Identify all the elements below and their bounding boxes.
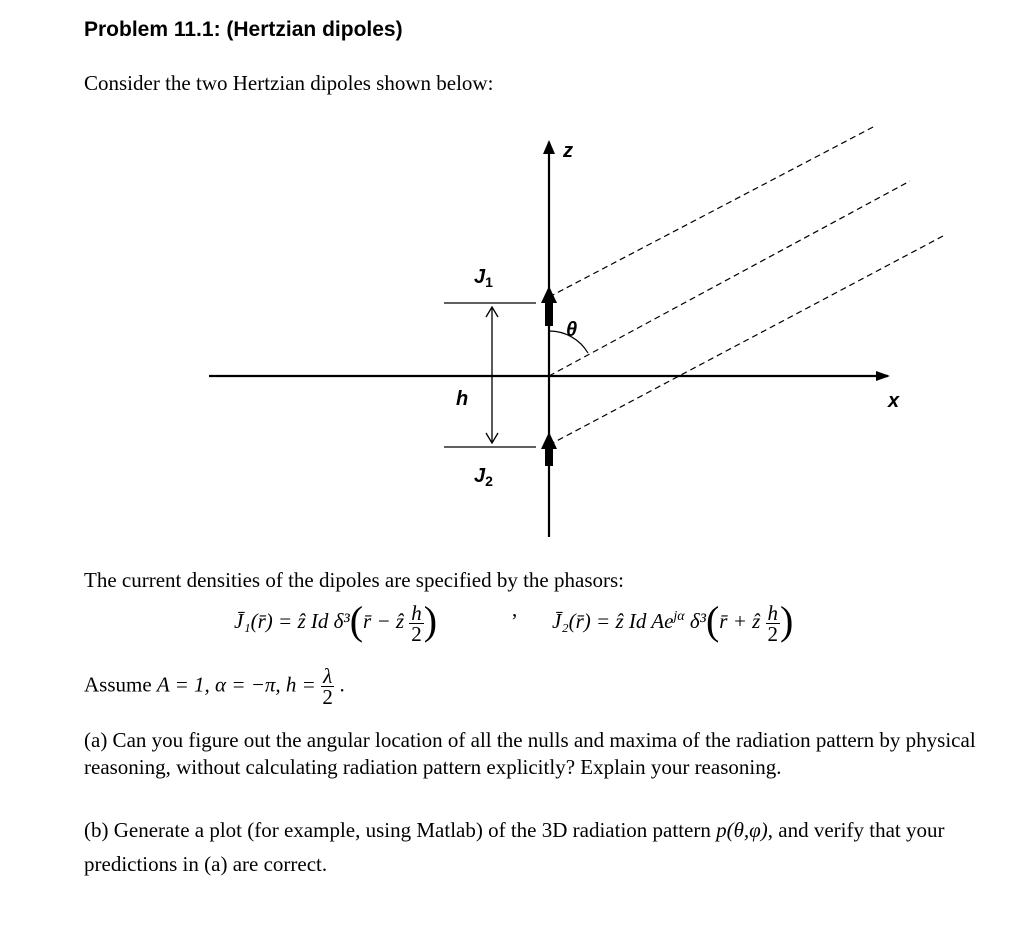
theta-label: θ [566, 319, 578, 341]
x-axis-label: x [888, 390, 900, 412]
eq2-close-paren: ) [780, 598, 794, 643]
part-a-text: (a) Can you figure out the angular location of all the nulls and maxima of the radiation pattern by physical reasoning, without calculating radiation pattern explicitly? Explain your reasoning. [84, 728, 976, 779]
dipole-j2 [541, 432, 557, 466]
eq1-lhs: J̄₁(r̄) = ẑ Id δ³ [234, 609, 350, 633]
assume-frac-num: λ [323, 664, 333, 688]
equation-j1 [234, 597, 437, 644]
eq2-delta: δ³ [684, 609, 706, 633]
eq1-open-paren: ( [349, 598, 364, 643]
eq1-close-paren: ) [423, 598, 438, 643]
ray-lower [549, 236, 943, 445]
eq1-frac-num: h [411, 600, 422, 625]
assume-prefix: Assume [84, 672, 152, 697]
eq2-lhs: J̄₂(r̄) = ẑ Id Ae [552, 609, 674, 633]
equation-j2 [552, 597, 793, 644]
part-b-suffix: , and verify that your predictions in (a) are correct. [84, 818, 945, 876]
j2-label: $J_2$ [474, 465, 493, 489]
h-label: h [456, 388, 469, 410]
part-b-prefix: (b) Generate a plot (for example, using Matlab) of the 3D radiation pattern [84, 818, 711, 842]
ray-upper [549, 126, 875, 297]
eq1-frac-den: 2 [411, 621, 422, 646]
assume-fraction [321, 666, 334, 707]
z-axis-label: z [563, 140, 573, 162]
assume-frac-den: 2 [322, 685, 333, 709]
j1-label: $J_1$ [474, 266, 493, 290]
eq2-fraction [766, 600, 781, 646]
ray-middle [549, 181, 910, 376]
assume-suffix: . [339, 672, 345, 697]
currents-intro: The current densities of the dipoles are specified by the phasors: [84, 568, 624, 592]
part-b-text [84, 813, 1019, 881]
assumption-line [84, 666, 345, 707]
eq2-exponent: jα [673, 609, 685, 624]
eq2-frac-den: 2 [767, 621, 779, 646]
problem-title: Problem 11.1: (Hertzian dipoles) [84, 18, 403, 41]
problem-intro: Consider the two Hertzian dipoles shown below: [84, 71, 494, 95]
part-b-function: p(θ,φ) [716, 818, 768, 842]
eq2-inner: r̄ + ẑ [719, 609, 761, 633]
eq2-frac-num: h [767, 600, 779, 625]
eq1-inner: r̄ − ẑ [363, 609, 405, 633]
equation-separator: , [512, 597, 518, 621]
dipole-figure [0, 120, 1024, 550]
eq1-fraction [409, 600, 424, 646]
dipole-j1 [541, 286, 557, 326]
assume-values: A = 1, α = −π, h = [156, 672, 316, 697]
eq2-open-paren: ( [705, 598, 720, 643]
